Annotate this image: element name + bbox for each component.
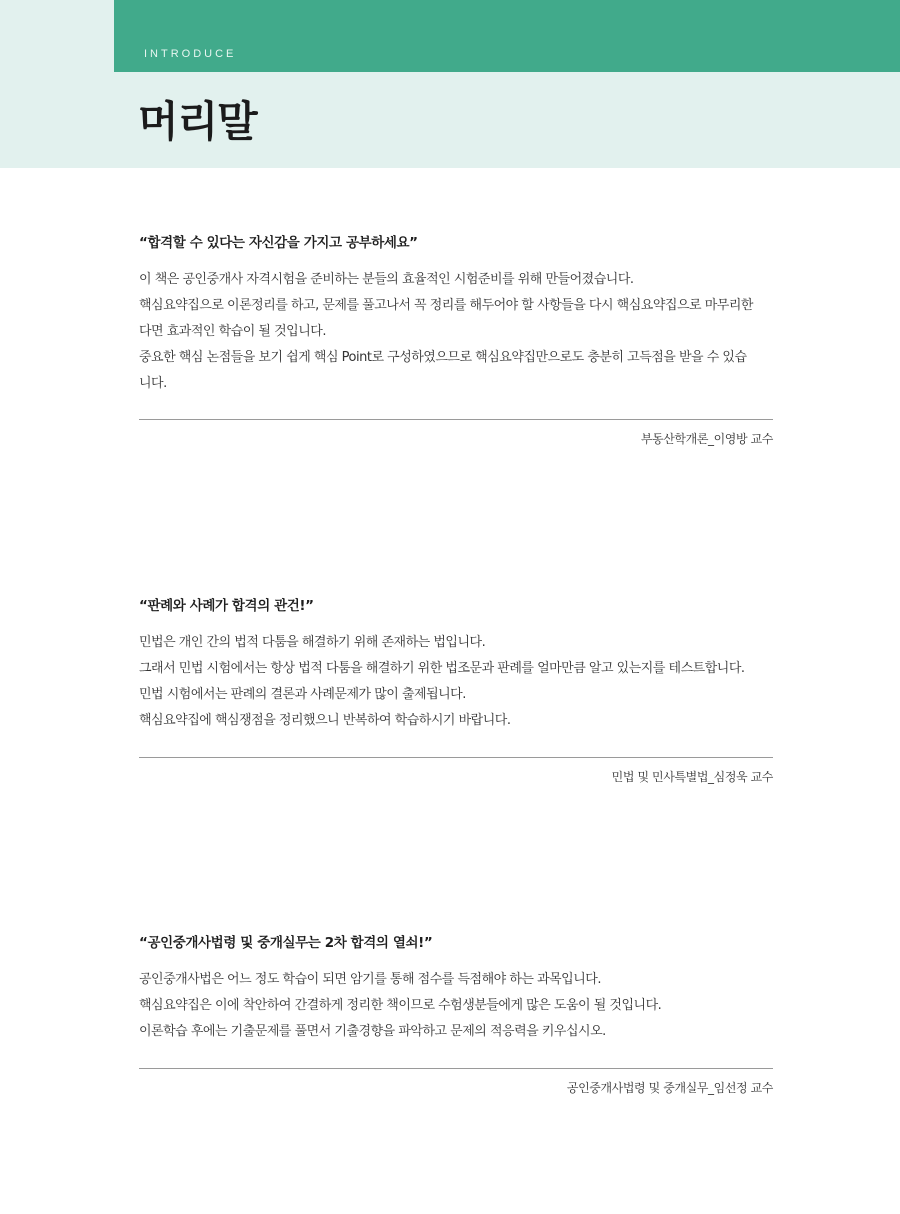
intro-section-1 [139,233,773,447]
body-line: 그래서 민법 시험에서는 항상 법적 다툼을 해결하기 위한 법조문과 판례를 얼마만큼 알고 있는지를 테스트합니다. [139,661,745,676]
section-heading: “합격할 수 있다는 자신감을 가지고 공부하세요” [139,235,418,251]
section-heading: “공인중개사법령 및 중개실무는 2차 합격의 열쇠!” [139,935,433,951]
author-credit: 공인중개사법령 및 중개실무_임선정 교수 [566,1081,773,1095]
body-line: 다면 효과적인 학습이 될 것입니다. [139,324,326,339]
section-body [139,630,773,734]
body-line: 중요한 핵심 논점들을 보기 쉽게 핵심 Point로 구성하였으므로 핵심요약집만으로도 충분히 고득점을 받을 수 있습 [139,350,747,365]
divider [139,1068,773,1069]
page-title: 머리말 [138,97,257,146]
body-line: 핵심요약집에 핵심쟁점을 정리했으니 반복하여 학습하시기 바랍니다. [139,713,511,728]
body-line: 핵심요약집으로 이론정리를 하고, 문제를 풀고나서 꼭 정리를 해두어야 할 사항들을 다시 핵심요약집으로 마무리한 [139,298,753,313]
body-line: 이 책은 공인중개사 자격시험을 준비하는 분들의 효율적인 시험준비를 위해 만들어졌습니다. [139,272,634,287]
section-body [139,267,773,397]
intro-section-3 [139,933,773,1096]
divider [139,757,773,758]
body-line: 핵심요약집은 이에 착안하여 간결하게 정리한 책이므로 수험생분들에게 많은 도움이 될 것입니다. [139,998,662,1013]
header-accent-bar [114,0,900,72]
body-line: 공인중개사법은 어느 정도 학습이 되면 암기를 통해 점수를 득점해야 하는 과목입니다. [139,972,601,987]
intro-section-2 [139,596,773,785]
body-line: 민법 시험에서는 판례의 결론과 사례문제가 많이 출제됩니다. [139,687,466,702]
body-line: 이론학습 후에는 기출문제를 풀면서 기출경향을 파악하고 문제의 적응력을 키우십시오. [139,1024,606,1039]
author-credit: 부동산학개론_이영방 교수 [640,432,773,446]
body-line: 니다. [139,376,167,391]
section-heading: “판례와 사례가 합격의 관건!” [139,598,314,614]
body-line: 민법은 개인 간의 법적 다툼을 해결하기 위해 존재하는 법입니다. [139,635,486,650]
section-body [139,967,773,1045]
section-eyebrow: INTRODUCE [144,48,237,60]
divider [139,419,773,420]
author-credit: 민법 및 민사특별법_심정욱 교수 [611,770,773,784]
